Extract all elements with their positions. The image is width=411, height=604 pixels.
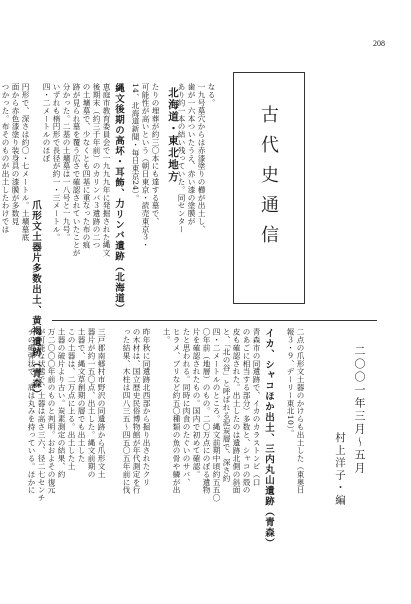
top-column: なる。 xyxy=(207,83,216,107)
top-column: 跡が見られ墓を覆う広さで確認されていたことが xyxy=(72,83,81,257)
top-column: 可能性が高いという（朝日東京・読売東京３・ xyxy=(141,83,150,249)
title-box xyxy=(233,72,305,304)
top-column: いずれも楕円形で長径が約一・三メートル。 xyxy=(52,83,61,241)
top-column: 分かった。二基の土壙墓は一八号と一九号。 xyxy=(62,83,71,241)
bottom-column: 〇年前（地層）のもの。二〇万点にのぼる遺物 xyxy=(202,328,211,494)
top-column: たりの埋葬が約三〇本にも達する墓で、 xyxy=(151,83,160,226)
page-number: 208 xyxy=(373,39,385,48)
top-column: 一九号墓穴からは赤漆塗りの櫛が出土し、 xyxy=(197,83,206,234)
bottom-column: 青森市の同遺跡で、イカのカラストンビ（口 xyxy=(252,328,261,486)
divider xyxy=(52,320,377,321)
top-column: 後期末（約三千年前）のカリンバ３遺跡の二つ xyxy=(92,83,101,249)
bottom-column: 昨年秋に同遺跡北西部から掘り出されたクリ xyxy=(142,328,151,486)
article-heading: 爪形文土器片多数出土、黄褐遺跡（青森） xyxy=(30,200,41,400)
top-column: 14、北海道新聞・毎日東京24）。 xyxy=(131,83,140,203)
bottom-column: 皮も確認された。出土したのは遺跡北側の斜面 xyxy=(232,328,241,494)
bottom-column: 報３・９、デーリー東北10）。 xyxy=(286,328,295,438)
section-heading: 北海道・東北地方 xyxy=(167,87,179,183)
top-column xyxy=(10,200,20,310)
bottom-column: った結果、木柱は四八三五〜四五〇五年前に伐 xyxy=(122,328,131,494)
bottom-column: チの砲弾状で、底は丸みを持っている。ほかに xyxy=(27,328,36,494)
editor: 村上洋子・編 xyxy=(334,432,346,507)
top-column: つかった。布そのものが出土したわけでは xyxy=(1,83,10,234)
bottom-column: 二点の爪形文土器のかけらも出土した（東奥日 xyxy=(296,328,305,494)
bottom-column: と、「北の谷」と呼ばれる泥炭層で、深さ約 xyxy=(222,328,231,483)
top-column xyxy=(0,200,10,310)
bottom-column: この土器は、二万点に上る。出土した土 xyxy=(67,328,76,471)
bottom-column: が可能な状態で、土器は高さ三六、径二七センチ xyxy=(37,328,46,502)
bottom-column: 四・二メートルのところ。縄文前期中頃約五五〇 xyxy=(212,328,221,502)
bottom-column: 土。 xyxy=(162,328,171,344)
article-heading: 縄文後期の高坏・耳飾、力リンバ遺跡（北海道） xyxy=(113,83,124,314)
bottom-column: たと思われる。同時に肉食のたぐいのサバ、 xyxy=(182,328,191,486)
top-column: 円形で、深さは約〇・七メートル。土壙墓底 xyxy=(21,83,30,241)
top-column: 面から赤色漆塗り装身具の漆膜が多数見 xyxy=(11,83,20,226)
top-column: あり約一本の結い残っていた。同センター xyxy=(177,83,186,234)
bottom-column: のあごに相当する部分）多数と、シャコの殻の xyxy=(242,328,251,494)
date-range: 二〇〇一年三月～五月 xyxy=(353,345,366,475)
top-column: 四・二メートルのほぼ xyxy=(42,83,51,162)
bottom-column: 三戸郡南郷村市野沢の同遺跡から爪形文土 xyxy=(97,328,106,479)
top-column: 恵庭市教育委員会で一九九九年に発掘された縄文 xyxy=(102,83,111,257)
bottom-column: 土器の破片より古い。炭素測定の結果、約 xyxy=(57,328,66,479)
top-column: 歯が一六本ついたうえ、赤い漆の塗膜が xyxy=(187,83,196,226)
bottom-column: 器片が約一五〇点、出土した。縄文前期の xyxy=(87,328,96,479)
top-column: の土壙墓で、少なくとも四基に重なった布の痕 xyxy=(82,83,91,249)
bottom-column: 万二〇〇〇年前のものと判明。おおよその復元 xyxy=(47,328,56,494)
bottom-column: 片を確認されたもの。国内で初めて確認。 xyxy=(192,328,201,479)
bottom-column: ヒラメ、ブリなど約五〇種類の魚の骨や鱗が出 xyxy=(172,328,181,494)
page-title: 古代史通信 xyxy=(259,105,279,255)
bottom-column: 土器で、縄文草創期の層でも出土した xyxy=(77,328,86,463)
top-column xyxy=(20,200,30,310)
article-heading: イカ、シャコほか出土、三内丸山遺跡（青森） xyxy=(263,328,274,549)
bottom-column: の木材は、国立歴史民俗博物館が年代測定を行 xyxy=(132,328,141,494)
